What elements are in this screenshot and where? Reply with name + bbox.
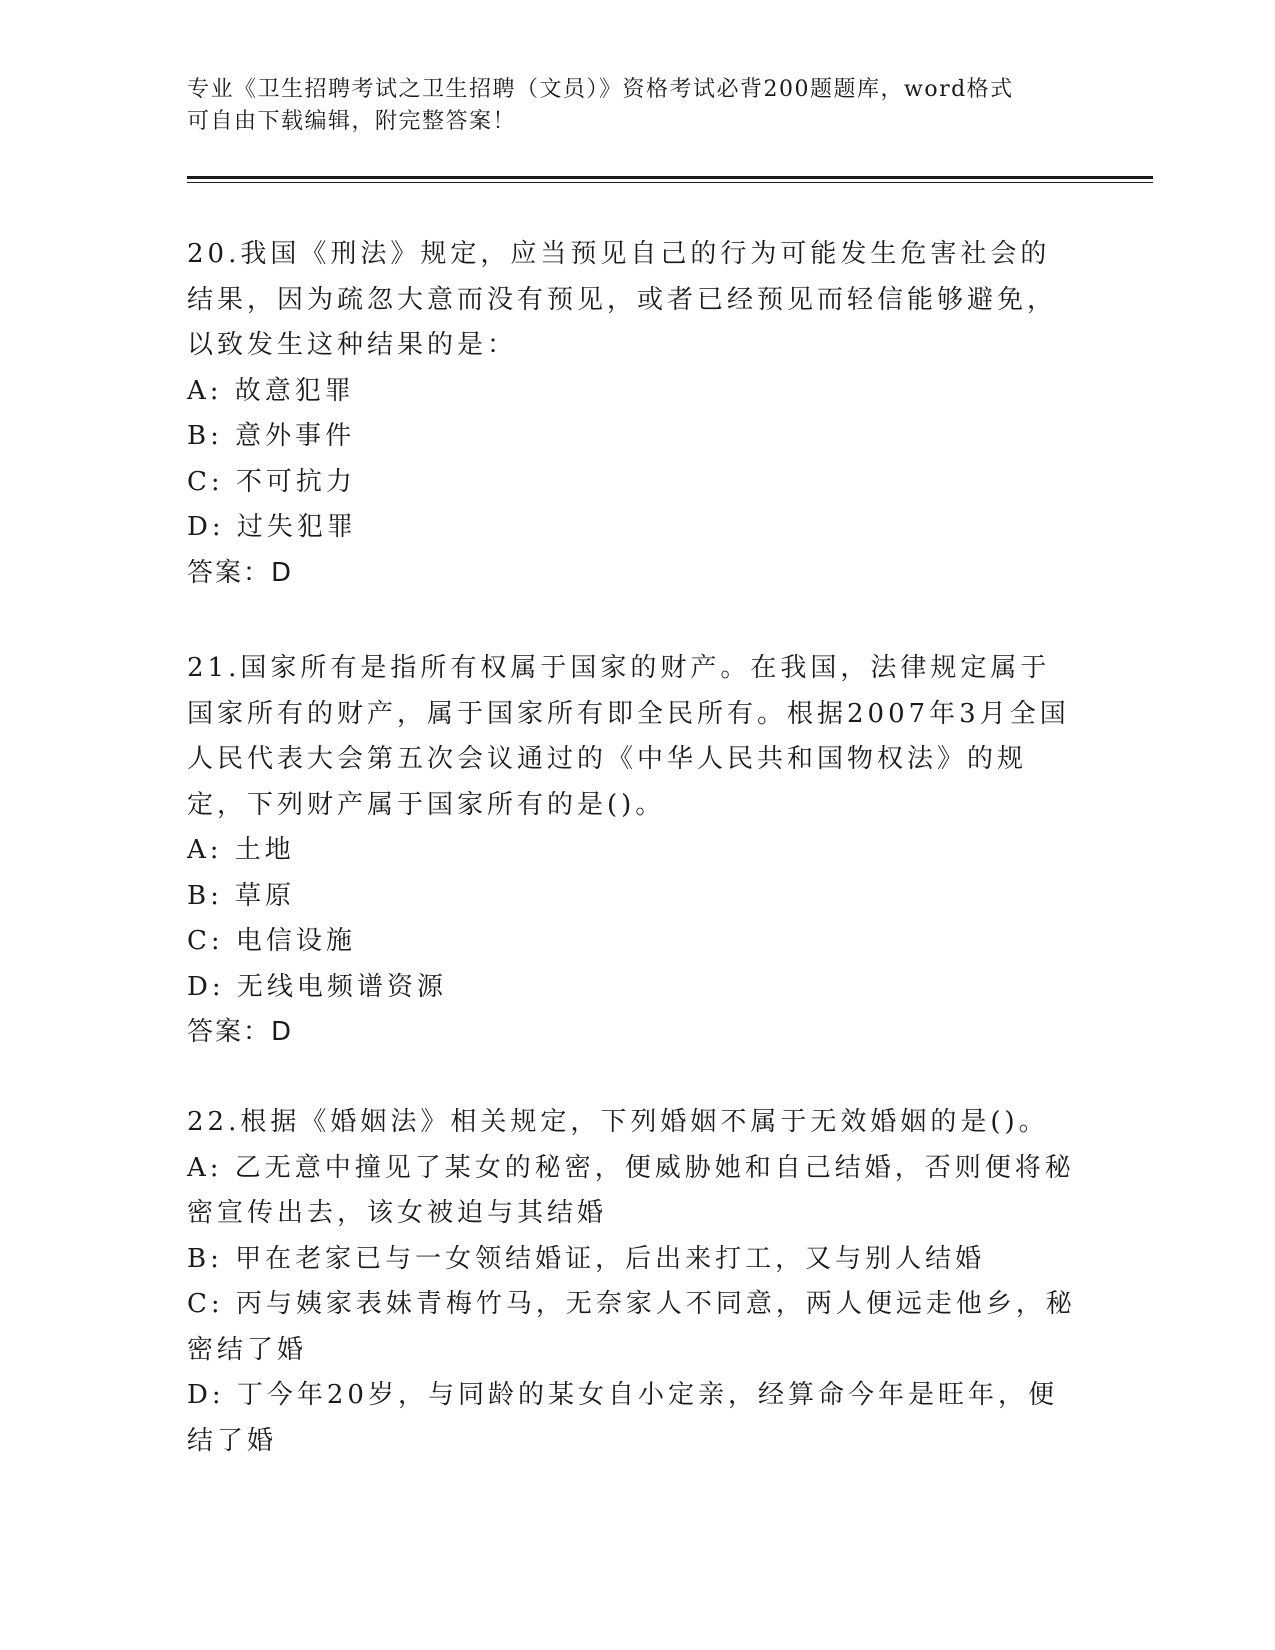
- question-stem: 20.我国《刑法》规定，应当预见自己的行为可能发生危害社会的结果，因为疏忽大意而没有预见，或者已经预见而轻信能够避免，以致发生这种结果的是：: [187, 239, 1058, 360]
- option-a: A: 土地: [187, 835, 295, 865]
- option-d: D: 过失犯罪: [187, 512, 357, 542]
- question-20: [187, 232, 1077, 596]
- option-c: C: 电信设施: [187, 926, 356, 956]
- option-b: B: 甲在老家已与一女领结婚证，后出来打工，又与别人结婚: [187, 1243, 986, 1274]
- option-c: C: 不可抗力: [187, 466, 356, 497]
- document-header: [187, 74, 1087, 138]
- question-21: [187, 646, 1077, 1056]
- answer: 答案：D: [187, 557, 294, 588]
- question-stem: 22.根据《婚姻法》相关规定，下列婚姻不属于无效婚姻的是()。: [187, 1107, 1049, 1137]
- answer: 答案：D: [187, 1017, 294, 1047]
- header-line-1: 专业《卫生招聘考试之卫生招聘（文员）》资格考试必背200题题库，word格式: [187, 77, 1014, 102]
- option-d: D: 无线电频谱资源: [187, 971, 447, 1002]
- option-b: B: 草原: [187, 880, 296, 911]
- option-b: B: 意外事件: [187, 421, 356, 451]
- header-line-2: 可自由下载编辑，附完整答案！: [187, 109, 517, 134]
- option-d: D: 丁今年20岁，与同龄的某女自小定亲，经算命今年是旺年，便结了婚: [187, 1380, 1058, 1456]
- header-divider-thick: [187, 176, 1153, 179]
- option-a: A: 乙无意中撞见了某女的秘密，便威胁她和自己结婚，否则便将秘密宣传出去，该女被迫与其结婚: [187, 1152, 1075, 1228]
- option-a: A: 故意犯罪: [187, 375, 355, 406]
- question-22: [187, 1100, 1077, 1464]
- header-divider-thin: [187, 182, 1153, 183]
- option-c: C: 丙与姨家表妹青梅竹马，无奈家人不同意，两人便远走他乡，秘密结了婚: [187, 1289, 1076, 1365]
- question-stem: 21.国家所有是指所有权属于国家的财产。在我国，法律规定属于国家所有的财产，属于国家所有即全民所有。根据2007年3月全国人民代表大会第五次会议通过的《中华人民共和国物权法》的规定，下列财产属于国家所有的是()。: [187, 653, 1070, 820]
